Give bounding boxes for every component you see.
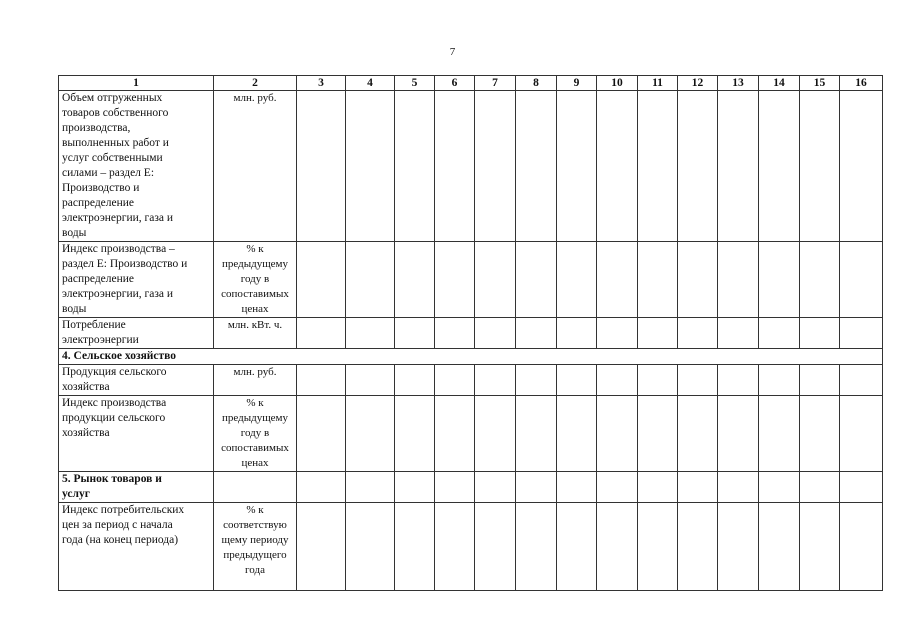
column-header: 5 xyxy=(395,76,435,91)
column-header: 11 xyxy=(638,76,678,91)
value-cell[interactable] xyxy=(678,396,718,472)
value-cell[interactable] xyxy=(678,503,718,591)
value-cell[interactable] xyxy=(759,472,800,503)
column-header: 1 xyxy=(59,76,214,91)
value-cell[interactable] xyxy=(840,318,883,349)
unit-text: % к соответствую щему периоду предыдущего года xyxy=(221,504,289,576)
value-cell[interactable] xyxy=(597,365,638,396)
value-cell[interactable] xyxy=(395,242,435,318)
value-cell[interactable] xyxy=(475,365,516,396)
value-cell[interactable] xyxy=(800,396,840,472)
column-header: 9 xyxy=(557,76,597,91)
unit-cell xyxy=(214,318,297,349)
value-cell[interactable] xyxy=(346,472,395,503)
value-cell[interactable] xyxy=(557,396,597,472)
value-cell[interactable] xyxy=(678,472,718,503)
value-cell[interactable] xyxy=(346,318,395,349)
value-cell[interactable] xyxy=(800,91,840,242)
value-cell[interactable] xyxy=(557,242,597,318)
value-cell[interactable] xyxy=(516,318,557,349)
value-cell[interactable] xyxy=(597,242,638,318)
indicator-text: Индекс потребительских цен за период с начала года (на конец периода) xyxy=(62,504,185,546)
value-cell[interactable] xyxy=(557,365,597,396)
table-row xyxy=(59,396,883,472)
column-header: 6 xyxy=(435,76,475,91)
section-row xyxy=(59,472,883,503)
value-cell[interactable] xyxy=(718,396,759,472)
section-row xyxy=(59,349,883,365)
value-cell[interactable] xyxy=(475,91,516,242)
value-cell[interactable] xyxy=(800,318,840,349)
unit-text: % к предыдущему году в сопоставимых ценах xyxy=(221,243,289,315)
column-header: 7 xyxy=(475,76,516,91)
unit-text: % к предыдущему году в сопоставимых ценах xyxy=(221,397,289,469)
value-cell[interactable] xyxy=(435,242,475,318)
value-cell[interactable] xyxy=(800,242,840,318)
value-cell[interactable] xyxy=(840,242,883,318)
value-cell[interactable] xyxy=(718,318,759,349)
value-cell[interactable] xyxy=(840,472,883,503)
value-cell[interactable] xyxy=(346,242,395,318)
value-cell[interactable] xyxy=(435,503,475,591)
value-cell[interactable] xyxy=(759,365,800,396)
value-cell[interactable] xyxy=(346,503,395,591)
value-cell[interactable] xyxy=(759,318,800,349)
column-header: 10 xyxy=(597,76,638,91)
unit-text: млн. руб. xyxy=(233,366,277,378)
value-cell[interactable] xyxy=(395,503,435,591)
value-cell[interactable] xyxy=(718,242,759,318)
indicator-cell xyxy=(59,396,214,472)
unit-cell xyxy=(214,365,297,396)
indicator-cell xyxy=(59,503,214,591)
indicator-text: Продукция сельского хозяйства xyxy=(62,366,167,393)
unit-text: млн. руб. xyxy=(233,92,277,104)
indicator-text: Объем отгруженных товаров собственного производства, выполненных работ и услуг собственными силами – раздел Е: Производство и распределение электроэнергии, газа и воды xyxy=(62,92,174,239)
value-cell[interactable] xyxy=(597,503,638,591)
unit-text: млн. кВт. ч. xyxy=(227,319,283,331)
value-cell[interactable] xyxy=(297,242,346,318)
value-cell[interactable] xyxy=(718,365,759,396)
column-header: 15 xyxy=(800,76,840,91)
value-cell[interactable] xyxy=(435,91,475,242)
value-cell[interactable] xyxy=(346,365,395,396)
indicator-cell xyxy=(59,242,214,318)
value-cell[interactable] xyxy=(840,91,883,242)
value-cell[interactable] xyxy=(297,472,346,503)
value-cell[interactable] xyxy=(718,503,759,591)
value-cell[interactable] xyxy=(435,365,475,396)
value-cell[interactable] xyxy=(395,318,435,349)
value-cell[interactable] xyxy=(759,91,800,242)
value-cell[interactable] xyxy=(516,365,557,396)
value-cell[interactable] xyxy=(297,396,346,472)
value-cell[interactable] xyxy=(678,91,718,242)
indicator-cell xyxy=(59,318,214,349)
value-cell[interactable] xyxy=(297,318,346,349)
value-cell[interactable] xyxy=(759,503,800,591)
value-cell[interactable] xyxy=(395,396,435,472)
section-heading xyxy=(59,472,214,503)
value-cell[interactable] xyxy=(395,91,435,242)
column-header: 12 xyxy=(678,76,718,91)
column-header: 13 xyxy=(718,76,759,91)
value-cell[interactable] xyxy=(638,503,678,591)
value-cell[interactable] xyxy=(840,503,883,591)
value-cell[interactable] xyxy=(557,472,597,503)
value-cell[interactable] xyxy=(800,365,840,396)
value-cell[interactable] xyxy=(435,472,475,503)
table-row xyxy=(59,318,883,349)
value-cell[interactable] xyxy=(475,318,516,349)
value-cell[interactable] xyxy=(638,91,678,242)
value-cell[interactable] xyxy=(597,472,638,503)
value-cell[interactable] xyxy=(678,242,718,318)
value-cell[interactable] xyxy=(435,396,475,472)
column-header: 4 xyxy=(346,76,395,91)
value-cell[interactable] xyxy=(840,365,883,396)
value-cell[interactable] xyxy=(638,318,678,349)
page-number: 7 xyxy=(449,46,456,58)
value-cell[interactable] xyxy=(840,396,883,472)
value-cell[interactable] xyxy=(597,318,638,349)
value-cell[interactable] xyxy=(597,396,638,472)
table-row xyxy=(59,503,883,591)
value-cell[interactable] xyxy=(678,318,718,349)
value-cell[interactable] xyxy=(395,365,435,396)
value-cell[interactable] xyxy=(638,396,678,472)
indicator-text: Индекс производства продукции сельского хозяйства xyxy=(62,397,167,439)
value-cell[interactable] xyxy=(557,91,597,242)
value-cell[interactable] xyxy=(759,396,800,472)
value-cell[interactable] xyxy=(516,396,557,472)
indicator-text: Потребление электроэнергии xyxy=(62,319,139,346)
table-row xyxy=(59,365,883,396)
value-cell[interactable] xyxy=(346,91,395,242)
section-heading: 4. Сельское хозяйство xyxy=(59,349,883,365)
column-header: 8 xyxy=(516,76,557,91)
value-cell[interactable] xyxy=(475,242,516,318)
value-cell[interactable] xyxy=(638,242,678,318)
column-header: 3 xyxy=(297,76,346,91)
value-cell[interactable] xyxy=(638,472,678,503)
value-cell[interactable] xyxy=(435,318,475,349)
table-row xyxy=(59,91,883,242)
value-cell[interactable] xyxy=(346,396,395,472)
indicators-table xyxy=(58,75,883,591)
column-header: 16 xyxy=(840,76,883,91)
value-cell[interactable] xyxy=(557,503,597,591)
unit-cell xyxy=(214,503,297,591)
unit-cell xyxy=(214,91,297,242)
indicator-cell xyxy=(59,365,214,396)
value-cell[interactable] xyxy=(475,503,516,591)
unit-cell xyxy=(214,472,297,503)
value-cell[interactable] xyxy=(475,396,516,472)
value-cell[interactable] xyxy=(516,242,557,318)
section-heading-text: 5. Рынок товаров и услуг xyxy=(62,473,162,500)
value-cell[interactable] xyxy=(297,503,346,591)
value-cell[interactable] xyxy=(597,91,638,242)
unit-cell xyxy=(214,242,297,318)
value-cell[interactable] xyxy=(759,242,800,318)
table-row xyxy=(59,242,883,318)
value-cell[interactable] xyxy=(638,365,678,396)
value-cell[interactable] xyxy=(516,472,557,503)
value-cell[interactable] xyxy=(800,503,840,591)
value-cell[interactable] xyxy=(297,91,346,242)
value-cell[interactable] xyxy=(800,472,840,503)
value-cell[interactable] xyxy=(678,365,718,396)
indicator-text: Индекс производства – раздел Е: Производство и распределение электроэнергии, газа и воды xyxy=(62,243,188,315)
value-cell[interactable] xyxy=(516,91,557,242)
indicator-cell xyxy=(59,91,214,242)
value-cell[interactable] xyxy=(557,318,597,349)
column-header: 2 xyxy=(214,76,297,91)
value-cell[interactable] xyxy=(516,503,557,591)
value-cell[interactable] xyxy=(297,365,346,396)
column-header: 14 xyxy=(759,76,800,91)
table-body xyxy=(59,91,883,591)
value-cell[interactable] xyxy=(395,472,435,503)
table-header-row xyxy=(59,76,883,91)
value-cell[interactable] xyxy=(718,91,759,242)
value-cell[interactable] xyxy=(718,472,759,503)
value-cell[interactable] xyxy=(475,472,516,503)
unit-cell xyxy=(214,396,297,472)
